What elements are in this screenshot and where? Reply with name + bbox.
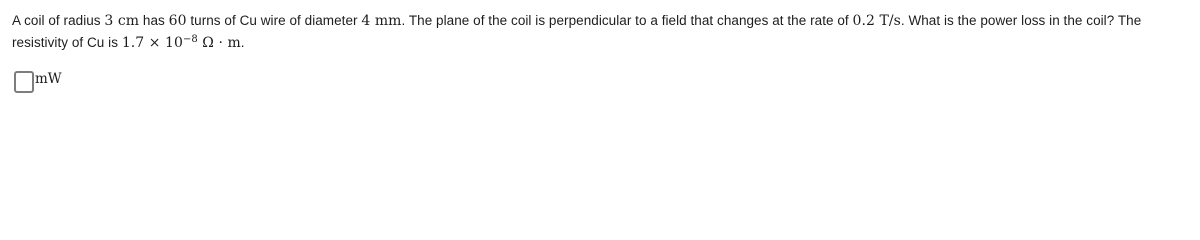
question-text-part: A coil of radius — [12, 13, 105, 28]
question-text-part: turns of Cu wire of diameter — [186, 13, 362, 28]
resistivity-unit: Ω · m — [197, 35, 241, 51]
field-rate-value: 0.2 T/s — [852, 13, 901, 29]
resistivity-base: 1.7 × 10 — [121, 35, 183, 51]
resistivity-value — [122, 35, 241, 51]
answer-row — [14, 68, 62, 96]
turns-value: 60 — [168, 13, 187, 29]
question-text-part: . — [240, 35, 245, 50]
question-text-part: . The plane of the coil is perpendicular to a field that changes at the rate of — [401, 13, 853, 28]
question-text-part: . What is the power loss in the coil? The resistivity of Cu is — [12, 13, 1142, 50]
answer-unit-label: mW — [35, 71, 62, 87]
diameter-value: 4 mm — [361, 13, 402, 29]
answer-input[interactable] — [14, 71, 34, 93]
question-text — [12, 10, 1188, 54]
question-text-part: has — [139, 13, 169, 28]
resistivity-exponent: −8 — [182, 34, 198, 45]
radius-value: 3 cm — [104, 13, 140, 29]
